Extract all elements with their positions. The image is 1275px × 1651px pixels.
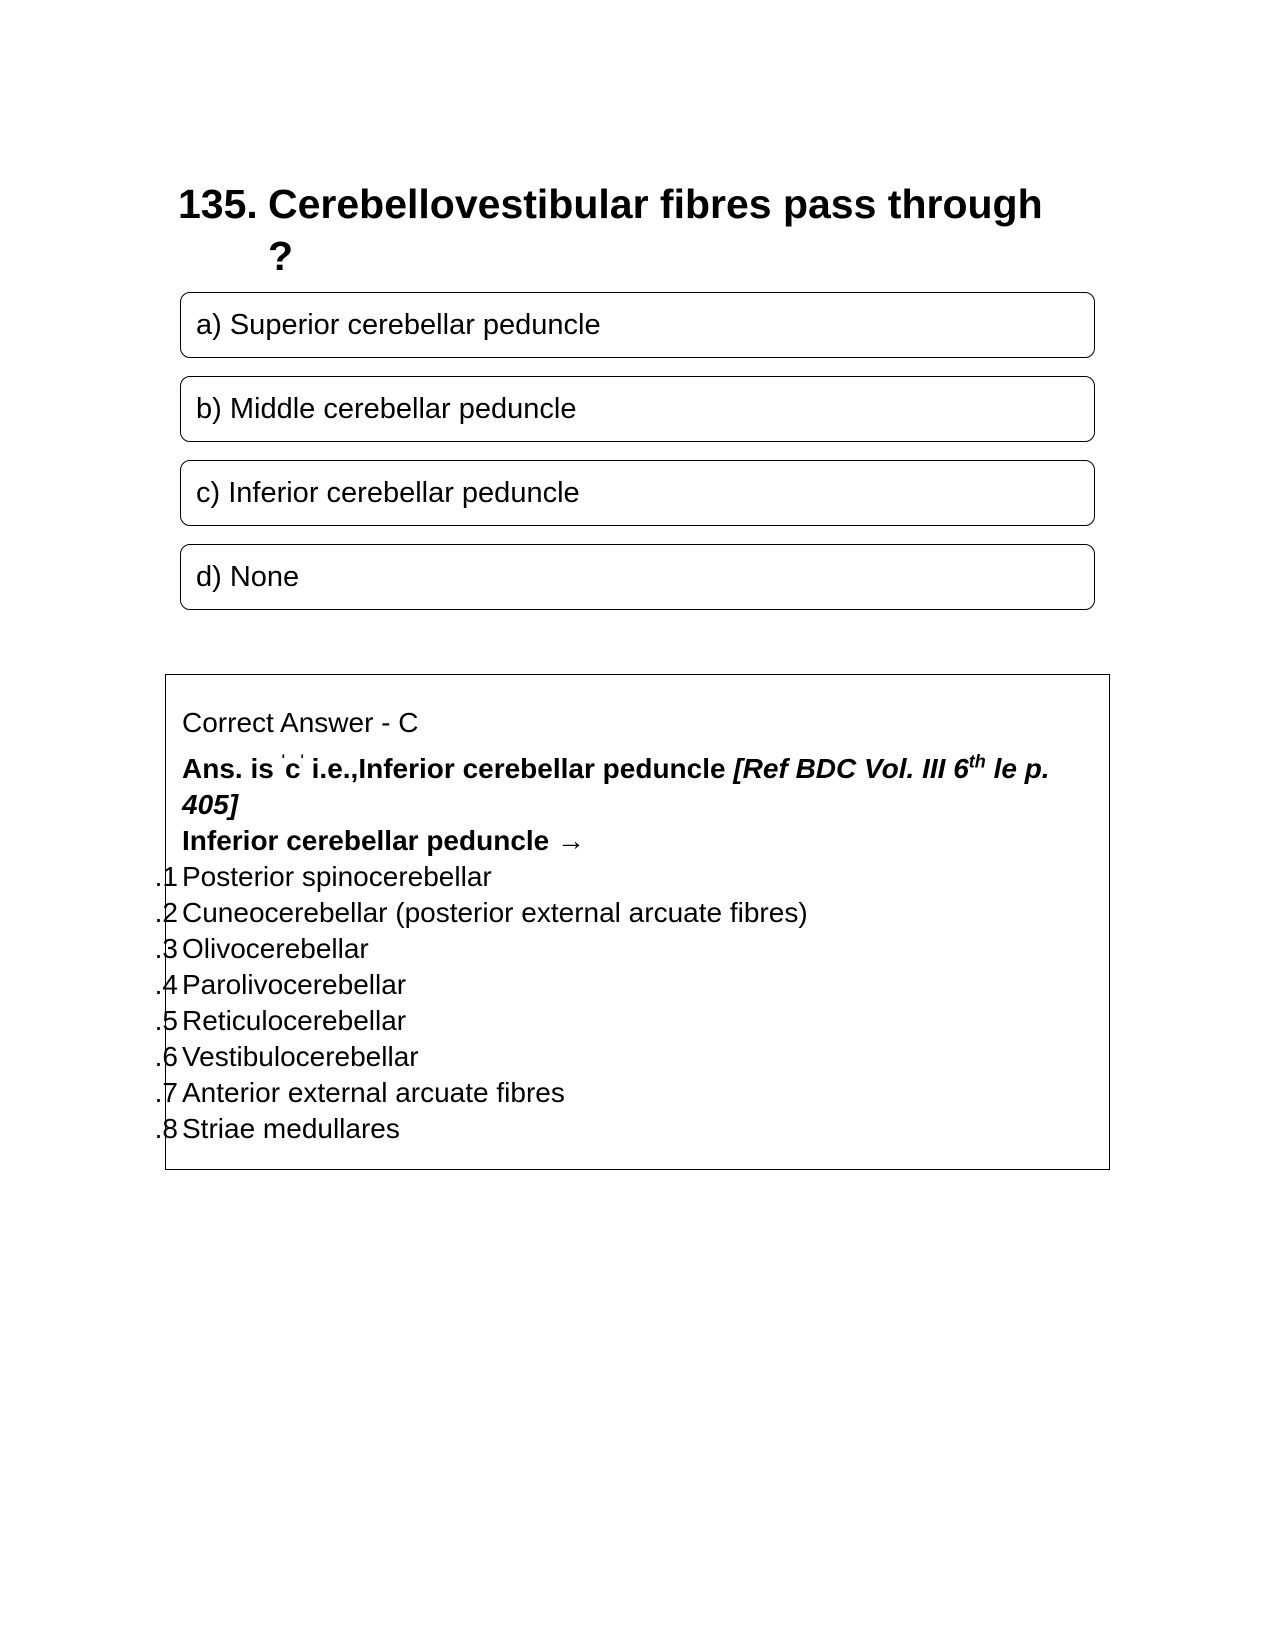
question-number: 135.: [178, 181, 258, 227]
option-label: a) Superior cerebellar peduncle: [196, 309, 601, 341]
list-item: 5. Reticulocerebellar: [154, 1005, 407, 1036]
ans-letter: c: [284, 753, 301, 784]
option-d[interactable]: [180, 544, 1095, 610]
list-heading: Inferior cerebellar peduncle →: [182, 825, 586, 856]
answer-explanation: Ans. is 'c' i.e.,Inferior cerebellar peduncle [Ref BDC Vol. III 6th le p. 405]: [182, 751, 1050, 820]
option-label: d) None: [196, 561, 300, 593]
option-b[interactable]: [180, 376, 1095, 442]
question-text: Cerebellovestibular fibres pass through ?: [268, 181, 1043, 279]
option-label: c) Inferior cerebellar peduncle: [196, 477, 580, 509]
reference: [Ref BDC Vol. III 6th le p. 405]: [182, 751, 1050, 820]
correct-answer: Correct Answer - C: [182, 707, 419, 738]
list-item: 1. Posterior spinocerebellar: [154, 861, 492, 892]
list-item: 6. Vestibulocerebellar: [154, 1041, 419, 1072]
list-item: 3. Olivocerebellar: [154, 933, 369, 964]
list-item: 7. Anterior external arcuate fibres: [154, 1077, 565, 1108]
list-item: 4. Parolivocerebellar: [154, 969, 407, 1000]
list-item: 2. Cuneocerebellar (posterior external arcuate fibres): [154, 897, 808, 928]
option-c[interactable]: [180, 460, 1095, 526]
answer-content: [154, 705, 1087, 1147]
option-a[interactable]: [180, 292, 1095, 358]
list-item: 8. Striae medullares: [154, 1113, 400, 1144]
ans-text: i.e.,Inferior cerebellar peduncle: [303, 753, 734, 784]
option-label: b) Middle cerebellar peduncle: [196, 393, 577, 425]
ans-prefix: Ans. is: [182, 753, 282, 784]
answer-box: [154, 674, 1110, 1170]
